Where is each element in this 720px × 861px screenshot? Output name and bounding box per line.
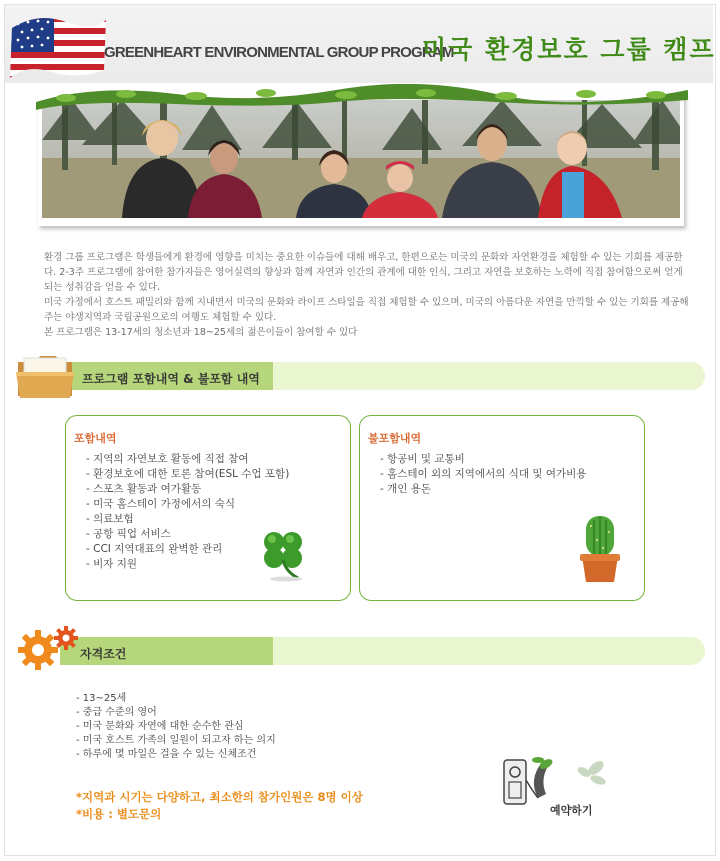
included-title: 포함내역	[74, 432, 117, 445]
list-item: - 지역의 자연보호 활동에 직접 참여	[86, 453, 249, 465]
intro-paragraph: 본 프로그램은 13-17세의 청소년과 18~25세의 젊은이들이 참여할 수 있다	[44, 327, 358, 338]
section-bar-qualification	[60, 637, 705, 665]
folder-icon	[16, 350, 76, 400]
list-item: - 비자 지원	[86, 558, 138, 570]
list-item: - 중급 수준의 영어	[76, 707, 157, 718]
gear-icon	[14, 624, 84, 674]
clover-icon	[258, 526, 308, 582]
excluded-list	[380, 452, 586, 497]
list-item: - CCI 지역대표의 완벽한 관리	[86, 543, 223, 555]
note-cost: *비용 : 별도문의	[76, 807, 162, 821]
list-item: - 환경보호에 대한 토론 참여(ESL 수업 포함)	[86, 468, 290, 480]
reserve-button-label: 예약하기	[550, 804, 593, 817]
reserve-button[interactable]	[498, 750, 618, 822]
list-item: - 미국 문화와 자연에 대한 순수한 관심	[76, 721, 244, 732]
cactus-icon	[576, 512, 624, 584]
included-box	[65, 415, 351, 601]
intro-text	[44, 250, 694, 340]
list-item: - 스포츠 활동과 여가활동	[86, 483, 202, 495]
program-name: GREENHEART ENVIRONMENTAL GROUP PROGRAM	[104, 44, 454, 61]
intro-paragraph: 미국 가정에서 호스트 패밀리와 함께 지내면서 미국의 문화와 라이프 스타일을 직접 체험할 수 있으며, 미국의 아름다운 자연을 만끽할 수 있는 기회를 제공해주는 야생지역과 국립공원으로의 여행도 체험할 수 있다.	[44, 297, 689, 323]
list-item: - 미국 호스트 가족의 일원이 되고자 하는 의지	[76, 735, 276, 746]
group-photo-frame	[38, 92, 684, 226]
list-item: - 하루에 몇 마일은 걸을 수 있는 신체조건	[76, 749, 257, 760]
section-title-included: 프로그램 포함내역 & 불포함 내역	[82, 372, 260, 386]
list-item: - 미국 홈스테이 가정에서의 숙식	[86, 498, 235, 510]
excluded-title: 불포함내역	[368, 432, 422, 445]
group-photo	[42, 100, 680, 218]
list-item: - 의료보험	[86, 513, 134, 525]
section-title-qualification: 자격조건	[80, 647, 127, 661]
list-item: - 공항 픽업 서비스	[86, 528, 171, 540]
excluded-box	[359, 415, 645, 601]
note-region-period: *지역과 시기는 다양하고, 최소한의 참가인원은 8명 이상	[76, 790, 363, 804]
intro-paragraph: 환경 그룹 프로그램은 학생들에게 환경에 영향을 미치는 중요한 이슈들에 대해 배우고, 한편으로는 미국의 문화와 자연환경을 체험할 수 있는 기회를 제공한다. 2-3주 프로그램에 참여한 참가자들은 영어실력의 향상과 함께 자연과 인간의 관계에 대한 인식, 그리고 자연을 보호하는 노력에 직접 참여함으로써 얻게 되는 성취감을 얻을 수 있다.	[44, 252, 683, 293]
leaf-garland-decoration	[36, 84, 688, 112]
list-item: - 개인 용돈	[380, 483, 432, 495]
page-title: 미국 환경보호 그룹 캠프	[422, 35, 716, 64]
list-item: - 홈스테이 외의 지역에서의 식대 및 여가비용	[380, 468, 587, 480]
qualification-list	[76, 692, 276, 762]
us-flag-icon	[8, 8, 108, 88]
list-item: - 항공비 및 교통비	[380, 453, 465, 465]
list-item: - 13~25세	[76, 693, 127, 704]
